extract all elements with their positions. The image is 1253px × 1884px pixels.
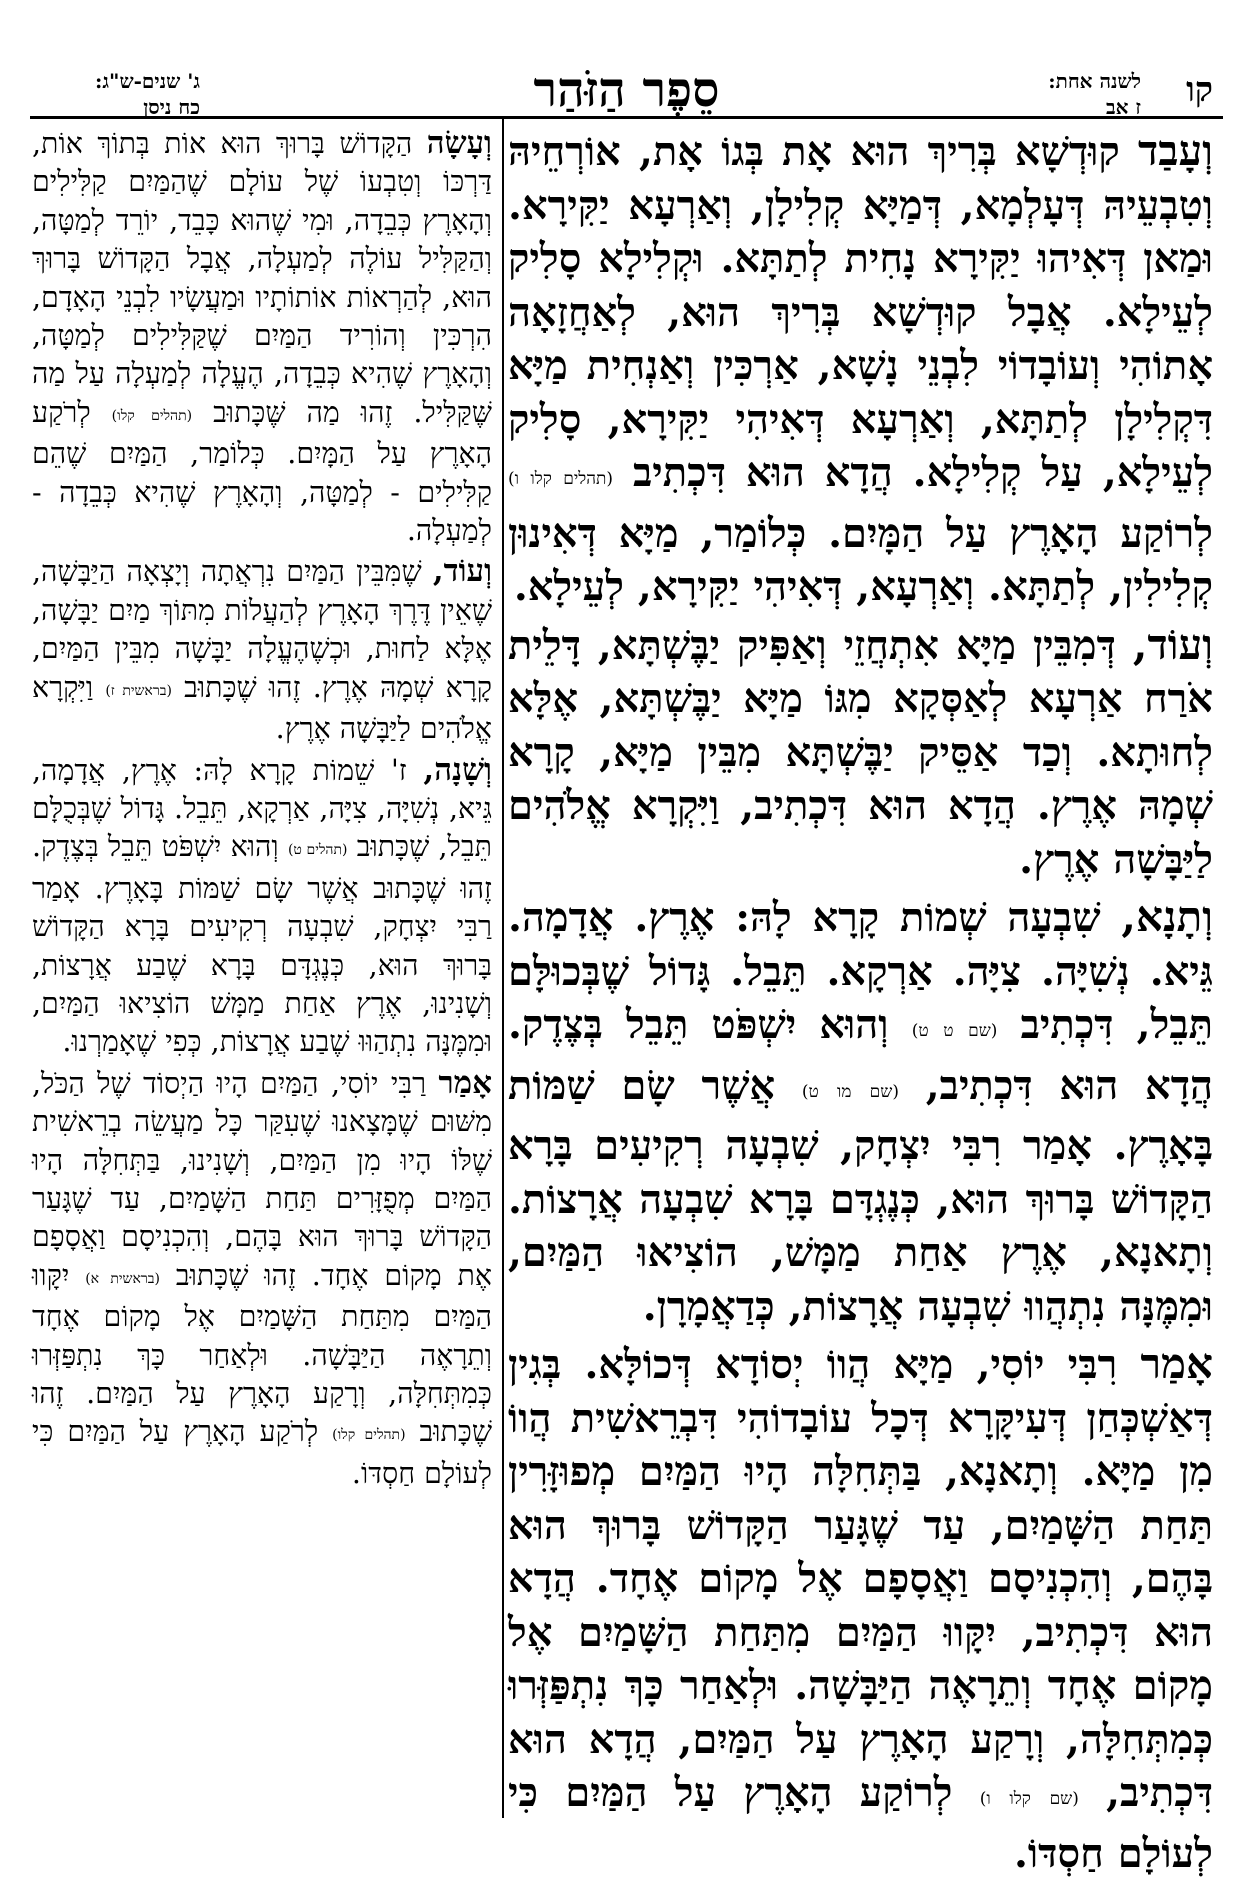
verse-reference: (תהלים קלו) <box>111 407 193 424</box>
aramaic-paragraph-2 <box>508 618 1213 887</box>
paragraph-text: וַיִּקְרָא אֱלֹהִים לַיַּבָּשָׁה אֶרֶץ. <box>32 670 492 746</box>
paragraph-text: לְרֹקַע הָאָרֶץ עַל הַמַּיִם כִּי לְעוֹלָם חַסְדּוֹ. <box>32 1415 492 1490</box>
paragraph-text: יִקָּווּ הַמַּיִם מִתַּחַת הַשָּׁמַיִם אֶל מָקוֹם אֶחָד וְתֵרָאֶה הַיַּבָּשָׁה. וּלְאַחַר כָּךְ נִתְפַּזְּרוּ כְּמִתְּחִלָּה, וְרָקַע הָאָרֶץ עַל הַמַּיִם. זֶהוּ שֶׁכָּתוּב <box>32 1258 493 1449</box>
verse-reference: (שם קלו ו) <box>979 1789 1079 1809</box>
paragraph-lead-word: אָמַר <box>1140 1339 1213 1388</box>
paragraph-lead-word: וְעוֹד, <box>432 553 492 590</box>
aramaic-paragraph-3 <box>508 890 1213 1333</box>
verse-reference: (תהלים ט) <box>287 842 348 859</box>
schedule-three-years-label: ג' שנים-ש"ג: <box>95 69 200 93</box>
translation-paragraph-4 <box>32 1064 492 1493</box>
book-title: סֵפֶר הַזֹּהַר <box>533 62 720 118</box>
paragraph-text: קוּדְשָׁא בְּרִיךְ הוּא אָת בְּגוֹ אָת, אוֹרְחֵיהּ וְטִבְעֵיהּ דְּעָלְמָא, דְּמַיָּא קְלִילָן, וְאַרְעָא יַקִּירָא. וּמַאן דְּאִיהוּ יַקִּירָא נָחִית לְתַתָּא. וּקְלִילָא סָלִיק לְעֵילָא. אֲבָל קוּדְשָׁא בְּרִיךְ הוּא, לְאַחֲזָאָה אָתוֹהִי וְעוֹבָדוֹי לִבְנֵי נָשָׁא, אַרְכִּין וְאַנְחִית מַיָּא דִּקְלִילָן לְתַתָּא, וְאַרְעָא דְּאִיהִי יַקִּירָא, סָלִיק לְעֵילָא, עַל קְלִילָא. הֲדָא הוּא דִּכְתִיב <box>508 128 1213 496</box>
translation-paragraph-1 <box>32 124 492 550</box>
paragraph-lead-word: וְעָבַד <box>1138 126 1213 175</box>
verse-reference: (בראשית א) <box>85 1270 160 1287</box>
verse-reference: (בראשית ז) <box>105 682 172 699</box>
paragraph-text: שֶׁמִּבֵּין הַמַּיִם נִרְאֲתָה וְיָצְאָה הַיַּבָּשָׁה, שֶׁאֵין דֶּרֶךְ הָאָרֶץ לְהַעֲלוֹת מִתּוֹךְ מַיִם יַבָּשָׁה, אֶלָּא לַחוּת, וּכְשֶׁהֶעֱלָה יַבָּשָׁה מִבֵּין הַמַּיִם, קָרָא שְׁמָהּ אֶרֶץ. זֶהוּ שֶׁכָּתוּב <box>32 555 492 704</box>
page-header <box>40 40 1213 120</box>
verse-reference: (שם מו ט) <box>801 1081 899 1102</box>
header-rule <box>30 116 1223 119</box>
paragraph-text: הַקָּדוֹשׁ בָּרוּךְ הוּא אוֹת בְּתוֹךְ אוֹת, דַּרְכּוֹ וְטִבְעוֹ שֶׁל עוֹלָם שֶׁהַמַּיִם קַלִּילִים וְהָאָרֶץ כְּבֵדָה, וּמִי שֶׁהוּא כָּבֵד, יוֹרֵד לְמַטָּה, וְהַקַּלִּיל עוֹלֶה לְמַעְלָה, אֲבָל הַקָּדוֹשׁ בָּרוּךְ הוּא, לְהַרְאוֹת אוֹתוֹתָיו וּמַעֲשָׂיו לִבְנֵי הָאָדָם, הִרְכִּין וְהוֹרִיד הַמַּיִם שֶׁקַּלִּילִים לְמַטָּה, וְהָאָרֶץ שֶׁהִיא כְּבֵדָה, הֶעֱלָה לְמַעְלָה עַל מַה שֶּׁקַּלִּיל. זֶהוּ מַה שֶּׁכָּתוּב <box>32 127 492 429</box>
paragraph-text: לְרֹקַע הָאָרֶץ עַל הַמָּיִם. כְּלוֹמַר, הַמַּיִם שֶׁהֵם קַלִּילִים - לְמַטָּה, וְהָאָרֶץ שֶׁהִיא כְּבֵדָה - לְמַעְלָה. <box>32 395 492 548</box>
paragraph-text: רַבִּי יוֹסִי, הַמַּיִם הָיוּ הַיְסוֹד שֶׁל הַכֹּל, מִשּׁוּם שֶׁמָּצָאנוּ שֶׁעִקַּר כָּל מַעֲשֵׂה בְרֵאשִׁית שֶׁלּוֹ הָיוּ מִן הַמַּיִם, וְשָׁנִינוּ, בַּתְּחִלָּה הָיוּ הַמַּיִם מְפֻזָּרִים תַּחַת הַשָּׁמַיִם, עַד שֶׁגָּעַר הַקָּדוֹשׁ בָּרוּךְ הוּא בָּהֶם, וְהִכְנִיסָם וַאֲסָפָם אֶת מָקוֹם אֶחָד. זֶהוּ שֶׁכָּתוּב <box>32 1066 493 1292</box>
paragraph-text: לְרוֹקַע הָאָרֶץ עַל הַמַּיִם כִּי לְעוֹלָם חַסְדּוֹ. <box>508 1769 1213 1877</box>
verse-reference: (שם ט ט) <box>911 1021 998 1041</box>
translation-column <box>32 124 492 1495</box>
translation-paragraph-3 <box>32 751 492 1062</box>
verse-reference: (תהלים קלו) <box>332 1427 406 1444</box>
paragraph-lead-word: וְתָנָא, <box>1121 892 1213 941</box>
aramaic-paragraph-1 <box>508 124 1213 614</box>
paragraph-lead-word: אָמַר <box>438 1064 492 1101</box>
aramaic-column <box>508 124 1213 1884</box>
schedule-one-year-label: לשנה אחת: <box>1048 69 1141 93</box>
paragraph-lead-word: וְעָשָׂה <box>426 125 492 161</box>
schedule-one-year-date: ז אב <box>1105 95 1141 119</box>
paragraph-lead-word: וְשָׁנָה, <box>423 751 492 788</box>
paragraph-text: ז' שֵׁמוֹת קָרָא לָהּ: אֶרֶץ, אֲדָמָה, גֵּיא, נְשִׁיָּה, צִיָּה, אַרְקָא, תֵּבֵל. גָּדוֹל שֶׁבְּכֻלָּם תֵּבֵל, שֶׁכָּתוּב <box>32 753 492 864</box>
paragraph-text: שִׁבְעָה שְׁמוֹת קָרָא לָהּ: אֶרֶץ. אֲדָמָה. גֵּיא. נְשִׁיָּה. צִיָּה. אַרְקָא. תֵּבֵל. גָּדוֹל שֶׁבְּכוּלָּם תֵּבֵל, דִּכְתִיב <box>508 894 1213 1048</box>
paragraph-text: וְהוּא יִשְׁפֹּט תֵּבֵל בְּצֶדֶק. זֶהוּ שֶׁכָּתוּב אֲשֶׁר שָׂם שַׁמּוֹת בָּאָרֶץ. אָמַר רַבִּי יִצְחָק, שִׁבְעָה רְקִיעִים בָּרָא הַקָּדוֹשׁ בָּרוּךְ הוּא, כְּנֶגְדָּם בָּרָא שֶׁבַע אֲרָצוֹת, וְשָׁנִינוּ, אֶרֶץ אַחַת מַמָּשׁ הוֹצִיאוּ הַמַּיִם, וּמִמֶּנָּה נִתְהַוּוּ שֶׁבַע אֲרָצוֹת, כְּפִי שֶׁאָמַרְנוּ. <box>32 830 492 1059</box>
verse-reference: (תהלים קלו ו) <box>508 469 614 489</box>
aramaic-paragraph-4 <box>508 1337 1213 1880</box>
column-divider <box>502 118 504 1818</box>
translation-paragraph-2 <box>32 552 492 748</box>
schedule-three-years <box>60 68 200 120</box>
page-number: קו <box>1186 70 1213 110</box>
paragraph-text: דְּמִבֵּין מַיָּא אִתְחֲזֵי וְאַפִּיק יַבֶּשְׁתָּא, דָּלֵית אֹרַח אַרְעָא לְאַסְּקָא מִגּוֹ מַיָּא יַבֶּשְׁתָּא, אֶלָּא לְחוּתָא. וְכַד אַסֵּיק יַבֶּשְׁתָּא מִבֵּין מַיָּא, קָרָא שְׁמָהּ אֶרֶץ. הֲדָא הוּא דִּכְתִיב, וַיִּקְרָא אֱלֹהִים לַיַּבָּשָׁה אֶרֶץ. <box>508 621 1213 883</box>
paragraph-text: אֲשֶׁר שָׂם שַׁמּוֹת בָּאָרֶץ. אָמַר רִבִּי יִצְחָק, שִׁבְעָה רְקִיעִים בָּרָא הַקָּדוֹשׁ בָּרוּךְ הוּא, כְּנֶגְדָּם בָּרָא שִׁבְעָה אֲרָצוֹת. וְתָאנָא, אֶרֶץ אַחַת מַמָּשׁ, הוֹצִיאוּ הַמַּיִם, וּמִמֶּנָּה נִתְהֲווּ שִׁבְעָה אֲרָצוֹת, כְּדַאֲמָרָן. <box>508 1061 1213 1330</box>
paragraph-lead-word: וְעוֹד, <box>1132 619 1213 669</box>
schedule-three-years-date: כח ניסן <box>143 95 200 119</box>
paragraph-text: וְהוּא יִשְׁפֹּט תֵּבֵל בְּצֶדֶק. הֲדָא הוּא דִּכְתִיב, <box>508 1001 1213 1109</box>
paragraph-text: לְרוֹקַע הָאָרֶץ עַל הַמָּיִם. כְּלוֹמַר, מַיָּא דְּאִינוּן קְלִילִין, לְתַתָּא. וְאַרְעָא, דְּאִיהִי יַקִּירָא, לְעֵילָא. <box>508 509 1213 610</box>
paragraph-text: רִבִּי יוֹסִי, מַיָּא הֲווֹ יְסוֹדָא דְּכוֹלָּא. בְּגִין דְּאַשְׁכְּחַן דְּעִיקָּרָא דְּכָל עוֹבָדוֹהִי דִּבְרֵאשִׁית הֲווֹ מִן מַיָּא. וְתָאנָא, בַּתְּחִלָּה הָיוּ הַמַּיִם מְפוּזָּרִין תַּחַת הַשָּׁמַיִם, עַד שֶׁגָּעַר הַקָּדוֹשׁ בָּרוּךְ הוּא בָּהֶם, וְהִכְנִיסָם וַאֲסָפָם אֶל מָקוֹם אֶחָד. הֲדָא הוּא דִּכְתִיב, יִקָּווּ הַמַּיִם מִתַּחַת הַשָּׁמַיִם אֶל מָקוֹם אֶחָד וְתֵרָאֶה הַיַּבָּשָׁה. וּלְאַחַר כָּךְ נִתְפַּזְּרוּ כְּמִתְּחִלָּה, וְרָקַע הָאָרֶץ עַל הַמַּיִם, הֲדָא הוּא דִּכְתִיב, <box>508 1341 1213 1816</box>
